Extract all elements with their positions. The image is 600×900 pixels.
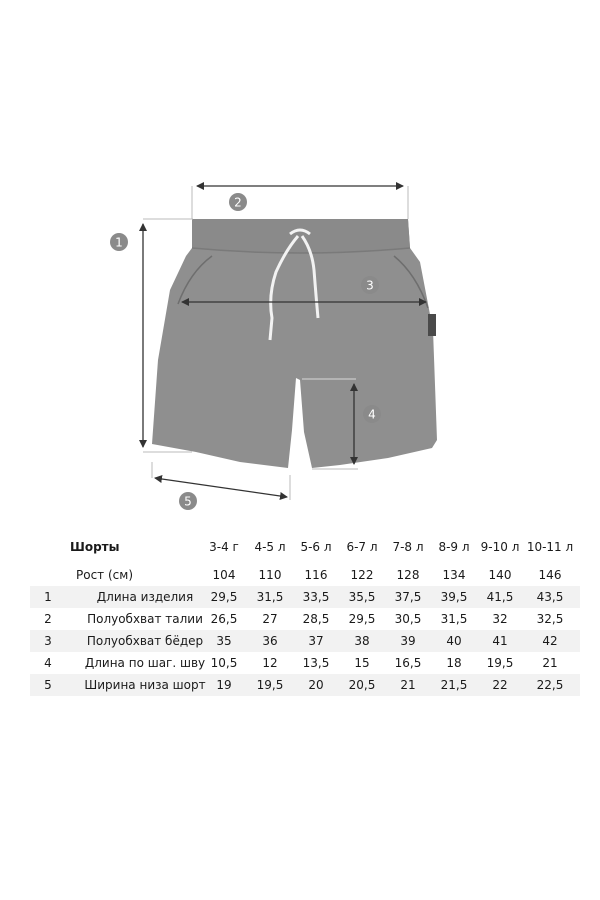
size-label: 4-5 л	[254, 540, 286, 554]
size-header-row	[30, 536, 580, 558]
table-cell: 39,5	[440, 590, 468, 604]
table-row	[30, 630, 580, 652]
row-label: Длина по шаг. шву	[84, 656, 206, 670]
marker-1-label: 1	[115, 235, 123, 250]
table-cell: 122	[350, 568, 374, 582]
table-cell: 140	[488, 568, 512, 582]
table-cell: 19	[216, 678, 232, 692]
table-cell: 36	[262, 634, 278, 648]
size-label: 7-8 л	[392, 540, 424, 554]
table-cell: 41,5	[486, 590, 514, 604]
measure-leg-opening	[152, 462, 290, 510]
table-cell: 10,5	[210, 656, 238, 670]
table-cell: 16,5	[394, 656, 422, 670]
marker-2-label: 2	[234, 195, 242, 210]
table-cell: 19,5	[256, 678, 284, 692]
table-row	[30, 674, 580, 696]
table-cell: 15	[354, 656, 370, 670]
row-index: 4	[44, 656, 52, 670]
shorts-illustration	[152, 219, 437, 468]
table-cell: 43,5	[536, 590, 564, 604]
table-cell: 28,5	[302, 612, 330, 626]
row-label: Рост (см)	[76, 568, 133, 582]
table-cell: 128	[396, 568, 420, 582]
measure-waist	[192, 186, 408, 219]
table-cell: 110	[258, 568, 282, 582]
row-label: Полуобхват талии	[87, 612, 203, 626]
size-table	[30, 536, 580, 696]
table-cell: 12	[262, 656, 278, 670]
table-cell: 21	[400, 678, 416, 692]
row-label: Полуобхват бёдер	[86, 634, 204, 648]
table-cell: 20	[308, 678, 324, 692]
marker-4-label: 4	[368, 407, 376, 422]
size-label: 10-11 л	[526, 540, 574, 554]
table-row	[30, 586, 580, 608]
table-cell: 39	[400, 634, 416, 648]
waistband	[192, 219, 410, 253]
table-cell: 104	[212, 568, 236, 582]
table-title: Шорты	[70, 540, 120, 554]
table-row	[30, 608, 580, 630]
marker-5-label: 5	[184, 494, 192, 509]
table-cell: 22,5	[536, 678, 564, 692]
table-cell: 35	[216, 634, 232, 648]
table-cell: 42	[542, 634, 558, 648]
size-label: 5-6 л	[300, 540, 332, 554]
table-cell: 134	[442, 568, 466, 582]
table-row	[30, 652, 580, 674]
table-cell: 22	[492, 678, 508, 692]
size-label: 6-7 л	[346, 540, 378, 554]
row-label: Длина изделия	[96, 590, 194, 604]
table-cell: 13,5	[302, 656, 330, 670]
table-cell: 116	[304, 568, 328, 582]
table-cell: 37	[308, 634, 324, 648]
table-cell: 26,5	[210, 612, 238, 626]
table-cell: 37,5	[394, 590, 422, 604]
table-cell: 35,5	[348, 590, 376, 604]
table-cell: 30,5	[394, 612, 422, 626]
row-index: 2	[44, 612, 52, 626]
row-label: Ширина низа шорт	[84, 678, 206, 692]
table-cell: 32	[492, 612, 508, 626]
table-cell: 31,5	[256, 590, 284, 604]
brand-tag	[428, 314, 436, 336]
table-cell: 32,5	[536, 612, 564, 626]
table-cell: 21,5	[440, 678, 468, 692]
table-cell: 18	[446, 656, 462, 670]
table-cell: 19,5	[486, 656, 514, 670]
table-cell: 41	[492, 634, 508, 648]
size-label: 8-9 л	[438, 540, 470, 554]
row-index: 5	[44, 678, 52, 692]
marker-3-label: 3	[366, 278, 374, 293]
table-cell: 38	[354, 634, 370, 648]
row-index: 3	[44, 634, 52, 648]
table-cell: 40	[446, 634, 462, 648]
table-cell: 20,5	[348, 678, 376, 692]
size-label: 9-10 л	[480, 540, 520, 554]
height-row	[30, 564, 580, 586]
table-cell: 33,5	[302, 590, 330, 604]
size-label: 3-4 г	[209, 540, 239, 554]
table-cell: 29,5	[210, 590, 238, 604]
table-cell: 146	[538, 568, 562, 582]
row-index: 1	[44, 590, 52, 604]
table-cell: 27	[262, 612, 278, 626]
table-cell: 21	[542, 656, 558, 670]
table-cell: 29,5	[348, 612, 376, 626]
table-cell: 31,5	[440, 612, 468, 626]
